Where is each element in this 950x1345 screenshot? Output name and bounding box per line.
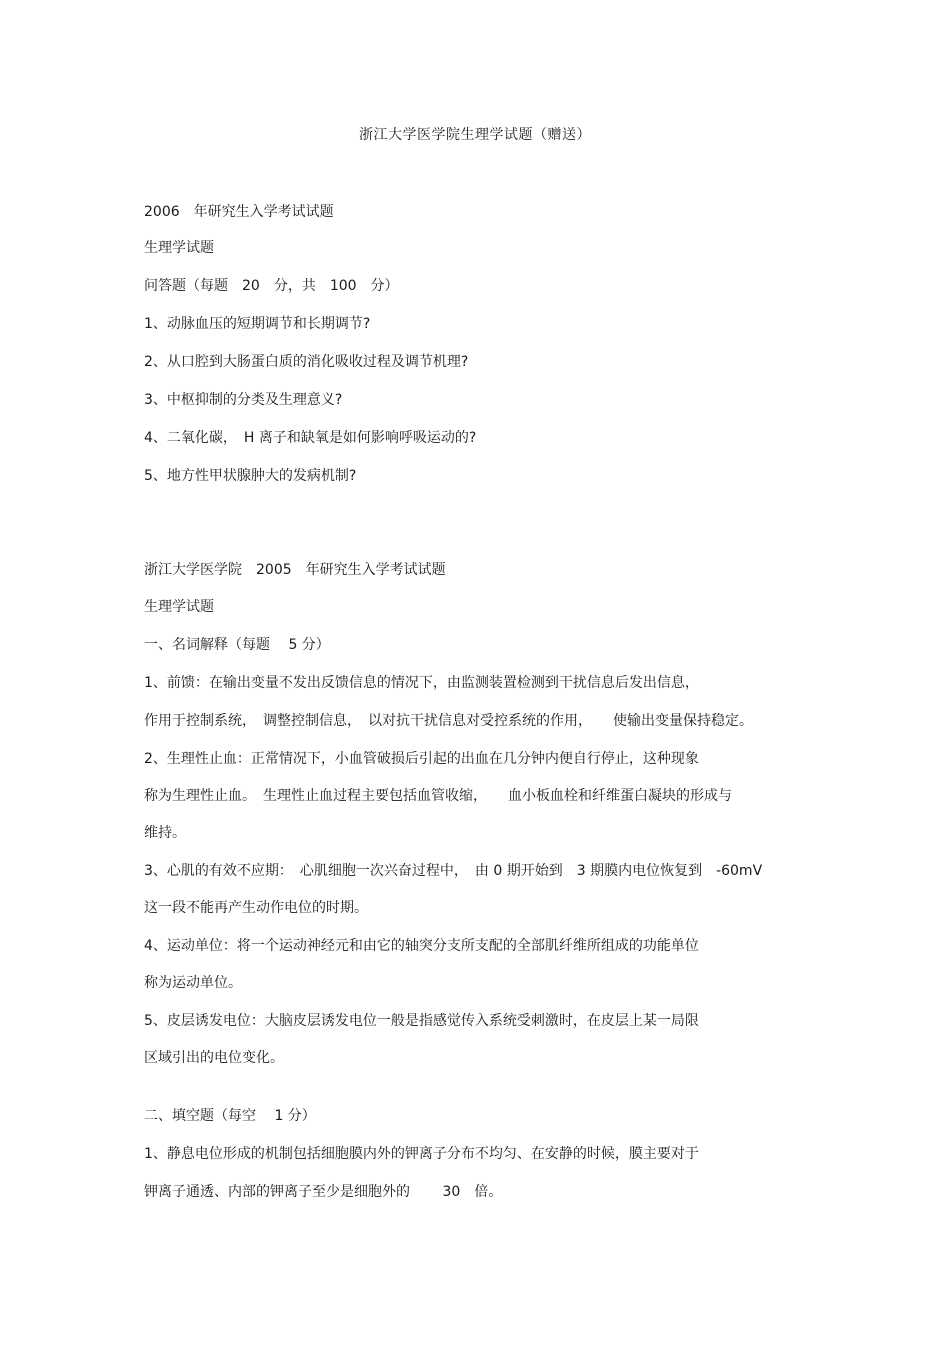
term-line: 称为生理性止血。 生理性止血过程主要包括血管收缩， 血小板血栓和纤维蛋白凝块的形成与 [144, 788, 732, 804]
section-2005-part2: 二、填空题（每空 1 分） [144, 1108, 316, 1124]
term-line: 5、皮层诱发电位：大脑皮层诱发电位一般是指感觉传入系统受刺激时，在皮层上某一局限 [144, 1013, 699, 1029]
term-line: 4、运动单位：将一个运动神经元和由它的轴突分支所支配的全部肌纤维所组成的功能单位 [144, 938, 699, 954]
section-2005-part1: 一、名词解释（每题 5 分） [144, 637, 330, 653]
fill-line: 钾离子通透、内部的钾离子至少是细胞外的 30 倍。 [144, 1184, 503, 1200]
question-5: 5、地方性甲状腺肿大的发病机制? [144, 468, 357, 484]
term-line: 这一段不能再产生动作电位的时期。 [144, 900, 368, 916]
section-2006-heading: 2006 年研究生入学考试试题 [144, 204, 334, 220]
term-line: 1、前馈：在输出变量不发出反馈信息的情况下，由监测装置检测到干扰信息后发出信息， [144, 675, 699, 691]
question-2: 2、从口腔到大肠蛋白质的消化吸收过程及调节机理? [144, 354, 469, 370]
section-2005-subject: 生理学试题 [144, 599, 214, 615]
term-line: 2、生理性止血：正常情况下，小血管破损后引起的出血在几分钟内便自行停止，这种现象 [144, 751, 699, 767]
question-3: 3、中枢抑制的分类及生理意义? [144, 392, 343, 408]
section-2006-part: 问答题（每题 20 分，共 100 分） [144, 278, 399, 294]
section-2005-heading: 浙江大学医学院 2005 年研究生入学考试试题 [144, 562, 446, 578]
question-1: 1、动脉血压的短期调节和长期调节? [144, 316, 371, 332]
question-4: 4、二氧化碳， H 离子和缺氧是如何影响呼吸运动的? [144, 430, 477, 446]
fill-line: 1、静息电位形成的机制包括细胞膜内外的钾离子分布不均匀、在安静的时候，膜主要对于 [144, 1146, 699, 1162]
document-title: 浙江大学医学院生理学试题（赠送） [359, 127, 591, 143]
term-line: 3、心肌的有效不应期： 心肌细胞一次兴奋过程中， 由 0 期开始到 3 期膜内电位恢复到 -60mV [144, 863, 763, 879]
term-line: 维持。 [144, 825, 186, 841]
term-line: 作用于控制系统， 调整控制信息， 以对抗干扰信息对受控系统的作用， 使输出变量保持稳定。 [144, 713, 753, 729]
term-line: 区域引出的电位变化。 [144, 1050, 284, 1066]
term-line: 称为运动单位。 [144, 975, 242, 991]
section-2006-subject: 生理学试题 [144, 240, 214, 256]
